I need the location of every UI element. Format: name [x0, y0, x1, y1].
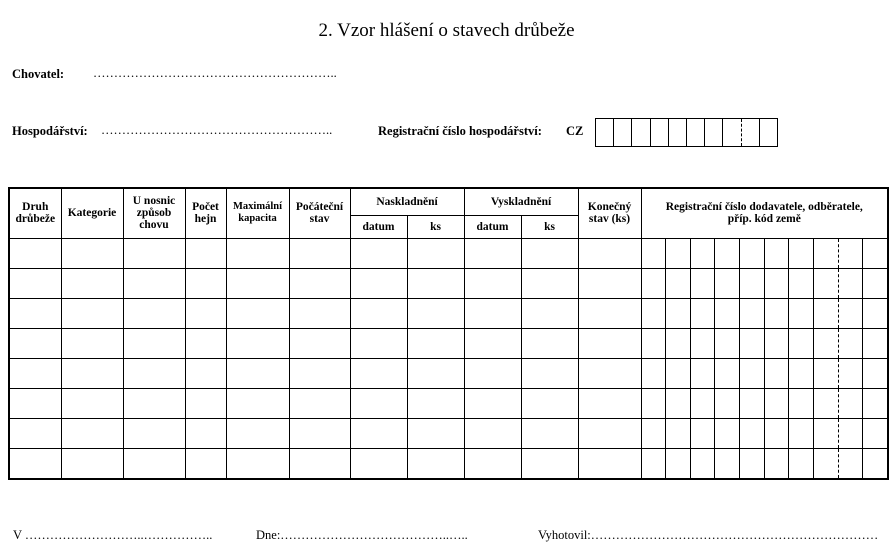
reg-digit-cell[interactable]	[814, 329, 839, 358]
table-row	[9, 448, 888, 479]
table-cell[interactable]	[407, 328, 464, 358]
reg-digit-cell[interactable]	[814, 419, 839, 448]
datum-field[interactable]: Dne:…………………………………..…..	[256, 528, 468, 542]
header-naskladneni: Naskladnění	[350, 188, 464, 215]
header-max-kapacita: Maximální kapacita	[226, 188, 289, 238]
reg-digit-cell[interactable]	[642, 359, 667, 388]
reg-cislo-cell[interactable]	[641, 418, 888, 448]
table-cell[interactable]	[61, 268, 123, 298]
table-cell[interactable]	[521, 238, 578, 268]
hospodarstvi-label: Hospodářství:	[12, 124, 88, 138]
digit-box[interactable]	[614, 119, 632, 146]
table-cell[interactable]	[61, 358, 123, 388]
digit-box[interactable]	[632, 119, 650, 146]
table-cell[interactable]	[9, 418, 61, 448]
reg-digit-cell[interactable]	[789, 389, 814, 418]
reg-digit-cell[interactable]	[863, 239, 887, 268]
reg-digit-cell[interactable]	[642, 269, 667, 298]
reg-digit-cell[interactable]	[691, 419, 716, 448]
digit-box[interactable]	[687, 119, 705, 146]
table-cell[interactable]	[407, 388, 464, 418]
reg-digit-cell[interactable]	[666, 299, 691, 328]
reg-digit-cell[interactable]	[765, 419, 790, 448]
reg-digit-cell[interactable]	[740, 389, 765, 418]
table-cell[interactable]	[464, 238, 521, 268]
registracni-cislo-label: Registrační číslo hospodářství:	[378, 124, 542, 138]
reg-digit-cell[interactable]	[642, 449, 667, 478]
reg-digit-cell[interactable]	[863, 299, 887, 328]
reg-digit-cell[interactable]	[715, 359, 740, 388]
reg-digit-cell[interactable]	[839, 359, 864, 388]
table-row	[9, 388, 888, 418]
table-cell[interactable]	[578, 268, 641, 298]
table-row	[9, 358, 888, 388]
table-cell[interactable]	[350, 298, 407, 328]
table-cell[interactable]	[226, 268, 289, 298]
header-naskladneni-datum: datum	[350, 215, 407, 238]
reg-digit-cell[interactable]	[789, 359, 814, 388]
table-cell[interactable]	[578, 418, 641, 448]
header-vyskladneni: Vyskladnění	[464, 188, 578, 215]
table-cell[interactable]	[521, 418, 578, 448]
reg-digit-cell[interactable]	[691, 359, 716, 388]
table-cell[interactable]	[226, 328, 289, 358]
table-cell[interactable]	[289, 358, 350, 388]
header-vyskladneni-ks: ks	[521, 215, 578, 238]
table-cell[interactable]	[578, 238, 641, 268]
reg-digit-cell[interactable]	[839, 269, 864, 298]
reg-digit-cell[interactable]	[666, 269, 691, 298]
table-cell[interactable]	[185, 238, 226, 268]
table-cell[interactable]	[521, 388, 578, 418]
reg-digit-cell[interactable]	[666, 419, 691, 448]
table-cell[interactable]	[289, 268, 350, 298]
reg-digit-cell[interactable]	[814, 389, 839, 418]
header-naskladneni-ks: ks	[407, 215, 464, 238]
reg-digit-cell[interactable]	[715, 389, 740, 418]
table-cell[interactable]	[9, 268, 61, 298]
reg-digit-cell[interactable]	[642, 239, 667, 268]
table-cell[interactable]	[350, 448, 407, 479]
table-cell[interactable]	[123, 448, 185, 479]
header-u-nosnic: U nosnic způsob chovu	[123, 188, 185, 238]
reg-digit-cell[interactable]	[642, 389, 667, 418]
table-cell[interactable]	[123, 388, 185, 418]
table-cell[interactable]	[407, 358, 464, 388]
table-cell[interactable]	[9, 238, 61, 268]
reg-digit-cell[interactable]	[765, 389, 790, 418]
table-cell[interactable]	[61, 328, 123, 358]
table-cell[interactable]	[407, 418, 464, 448]
table-cell[interactable]	[521, 358, 578, 388]
cz-prefix: CZ	[566, 124, 584, 138]
reg-digit-cell[interactable]	[839, 449, 864, 478]
reg-digit-cell[interactable]	[740, 359, 765, 388]
reg-digit-cell[interactable]	[715, 419, 740, 448]
table-cell[interactable]	[185, 328, 226, 358]
hospodarstvi-field[interactable]: ………………………………………………..	[101, 123, 333, 137]
header-vyskladneni-datum: datum	[464, 215, 521, 238]
table-cell[interactable]	[123, 298, 185, 328]
table-cell[interactable]	[289, 418, 350, 448]
reg-digit-cell[interactable]	[863, 329, 887, 358]
reg-digit-cell[interactable]	[666, 359, 691, 388]
reg-cislo-cell[interactable]	[641, 328, 888, 358]
page-title: 2. Vzor hlášení o stavech drůbeže	[318, 20, 575, 41]
table-cell[interactable]	[185, 388, 226, 418]
table-cell[interactable]	[226, 298, 289, 328]
table-cell[interactable]	[407, 268, 464, 298]
table-cell[interactable]	[123, 268, 185, 298]
reg-digit-cell[interactable]	[839, 299, 864, 328]
table-cell[interactable]	[61, 298, 123, 328]
reg-digit-cell[interactable]	[740, 299, 765, 328]
reg-digit-cell[interactable]	[789, 419, 814, 448]
reg-digit-cell[interactable]	[789, 239, 814, 268]
reg-digit-cell[interactable]	[642, 329, 667, 358]
reg-digit-cell[interactable]	[789, 329, 814, 358]
table-cell[interactable]	[578, 448, 641, 479]
reg-digit-cell[interactable]	[789, 299, 814, 328]
reg-digit-cell[interactable]	[814, 269, 839, 298]
table-cell[interactable]	[9, 298, 61, 328]
table-cell[interactable]	[521, 268, 578, 298]
reg-cislo-cell[interactable]	[641, 448, 888, 479]
header-reg-dodavatele: Registrační číslo dodavatele, odběratele, příp. kód země	[641, 188, 888, 238]
table-cell[interactable]	[123, 418, 185, 448]
reg-cislo-cell[interactable]	[641, 268, 888, 298]
reg-digit-cell[interactable]	[691, 239, 716, 268]
table-cell[interactable]	[464, 448, 521, 479]
reg-digit-cell[interactable]	[765, 359, 790, 388]
reg-digit-cell[interactable]	[814, 449, 839, 478]
reg-digit-cell[interactable]	[863, 359, 887, 388]
table-cell[interactable]	[61, 448, 123, 479]
table-row	[9, 238, 888, 268]
reg-digit-cell[interactable]	[839, 329, 864, 358]
reg-digit-cell[interactable]	[666, 239, 691, 268]
table-cell[interactable]	[464, 358, 521, 388]
header-konecny-stav: Konečný stav (ks)	[578, 188, 641, 238]
reg-digit-cell[interactable]	[715, 329, 740, 358]
reg-digit-cell[interactable]	[740, 449, 765, 478]
reg-digit-cell[interactable]	[691, 389, 716, 418]
table-cell[interactable]	[9, 358, 61, 388]
table-cell[interactable]	[226, 358, 289, 388]
reg-cislo-cell[interactable]	[641, 358, 888, 388]
table-cell[interactable]	[289, 328, 350, 358]
reg-digit-cell[interactable]	[642, 299, 667, 328]
reg-digit-cell[interactable]	[666, 389, 691, 418]
reg-digit-cell[interactable]	[863, 449, 887, 478]
reg-digit-cell[interactable]	[839, 239, 864, 268]
reg-digit-cell[interactable]	[839, 389, 864, 418]
table-cell[interactable]	[578, 328, 641, 358]
table-cell[interactable]	[578, 298, 641, 328]
table-cell[interactable]	[289, 238, 350, 268]
table-cell[interactable]	[407, 448, 464, 479]
table-cell[interactable]	[350, 328, 407, 358]
reg-digit-cell[interactable]	[789, 449, 814, 478]
reg-digit-cell[interactable]	[863, 419, 887, 448]
vyhotovil-field[interactable]: Vyhotovil:……………………………………………………………	[538, 528, 879, 542]
table-cell[interactable]	[123, 358, 185, 388]
header-kategorie: Kategorie	[61, 188, 123, 238]
digit-box[interactable]	[760, 119, 777, 146]
table-cell[interactable]	[578, 388, 641, 418]
table-cell[interactable]	[350, 388, 407, 418]
reg-digit-cell[interactable]	[740, 239, 765, 268]
reg-digit-cell[interactable]	[839, 419, 864, 448]
reg-digit-cell[interactable]	[691, 299, 716, 328]
reg-digit-cell[interactable]	[642, 419, 667, 448]
digit-box[interactable]	[742, 119, 760, 146]
reg-digit-cell[interactable]	[814, 239, 839, 268]
table-cell[interactable]	[185, 268, 226, 298]
reg-cislo-cell[interactable]	[641, 238, 888, 268]
table-cell[interactable]	[185, 418, 226, 448]
reg-digit-cell[interactable]	[715, 449, 740, 478]
table-cell[interactable]	[185, 298, 226, 328]
table-cell[interactable]	[9, 448, 61, 479]
reg-digit-cell[interactable]	[740, 329, 765, 358]
reg-digit-cell[interactable]	[765, 449, 790, 478]
reg-cislo-cell[interactable]	[641, 388, 888, 418]
table-cell[interactable]	[464, 388, 521, 418]
digit-box[interactable]	[669, 119, 687, 146]
table-cell[interactable]	[289, 448, 350, 479]
table-cell[interactable]	[289, 298, 350, 328]
header-pocet-hejn: Počet hejn	[185, 188, 226, 238]
table-cell[interactable]	[521, 328, 578, 358]
digit-box[interactable]	[596, 119, 614, 146]
digit-box[interactable]	[705, 119, 723, 146]
chovatel-label: Chovatel:	[12, 67, 65, 81]
reg-digit-cell[interactable]	[863, 269, 887, 298]
table-cell[interactable]	[123, 238, 185, 268]
reg-digit-cell[interactable]	[715, 239, 740, 268]
table-cell[interactable]	[289, 388, 350, 418]
reg-digit-cell[interactable]	[666, 449, 691, 478]
table-row	[9, 268, 888, 298]
table-cell[interactable]	[185, 448, 226, 479]
reg-digit-cell[interactable]	[765, 299, 790, 328]
table-cell[interactable]	[350, 268, 407, 298]
table-cell[interactable]	[61, 418, 123, 448]
table-cell[interactable]	[464, 328, 521, 358]
table-cell[interactable]	[226, 448, 289, 479]
table-cell[interactable]	[226, 418, 289, 448]
header-pocatecni-stav: Počáteční stav	[289, 188, 350, 238]
reg-digit-cell[interactable]	[715, 269, 740, 298]
reg-digit-cell[interactable]	[715, 299, 740, 328]
digit-box[interactable]	[723, 119, 741, 146]
reg-digit-cell[interactable]	[691, 449, 716, 478]
reg-digit-cell[interactable]	[765, 239, 790, 268]
header-druh: Druh drůbeže	[9, 188, 61, 238]
reg-digit-cell[interactable]	[863, 389, 887, 418]
table-cell[interactable]	[407, 238, 464, 268]
table-row	[9, 328, 888, 358]
reg-digit-cell[interactable]	[814, 359, 839, 388]
registracni-cislo-boxes[interactable]	[595, 118, 778, 147]
table-row	[9, 298, 888, 328]
reg-digit-cell[interactable]	[740, 419, 765, 448]
reg-digit-cell[interactable]	[691, 329, 716, 358]
reg-digit-cell[interactable]	[691, 269, 716, 298]
table-cell[interactable]	[226, 388, 289, 418]
table-cell[interactable]	[521, 298, 578, 328]
table-cell[interactable]	[350, 238, 407, 268]
table-cell[interactable]	[61, 238, 123, 268]
hlaseni-table	[8, 187, 889, 480]
table-cell[interactable]	[407, 298, 464, 328]
reg-digit-cell[interactable]	[789, 269, 814, 298]
reg-digit-cell[interactable]	[740, 269, 765, 298]
reg-cislo-cell[interactable]	[641, 298, 888, 328]
table-cell[interactable]	[464, 298, 521, 328]
table-cell[interactable]	[521, 448, 578, 479]
table-cell[interactable]	[350, 418, 407, 448]
reg-digit-cell[interactable]	[765, 269, 790, 298]
table-cell[interactable]	[350, 358, 407, 388]
misto-field[interactable]: V ………………………..……………..	[13, 528, 213, 542]
reg-digit-cell[interactable]	[765, 329, 790, 358]
table-cell[interactable]	[9, 388, 61, 418]
table-cell[interactable]	[61, 388, 123, 418]
reg-digit-cell[interactable]	[814, 299, 839, 328]
table-cell[interactable]	[185, 358, 226, 388]
table-cell[interactable]	[464, 268, 521, 298]
chovatel-field[interactable]: …………………………………………………..	[93, 66, 337, 80]
table-cell[interactable]	[226, 238, 289, 268]
table-cell[interactable]	[123, 328, 185, 358]
table-row	[9, 418, 888, 448]
table-cell[interactable]	[9, 328, 61, 358]
table-cell[interactable]	[464, 418, 521, 448]
table-cell[interactable]	[578, 358, 641, 388]
digit-box[interactable]	[651, 119, 669, 146]
reg-digit-cell[interactable]	[666, 329, 691, 358]
